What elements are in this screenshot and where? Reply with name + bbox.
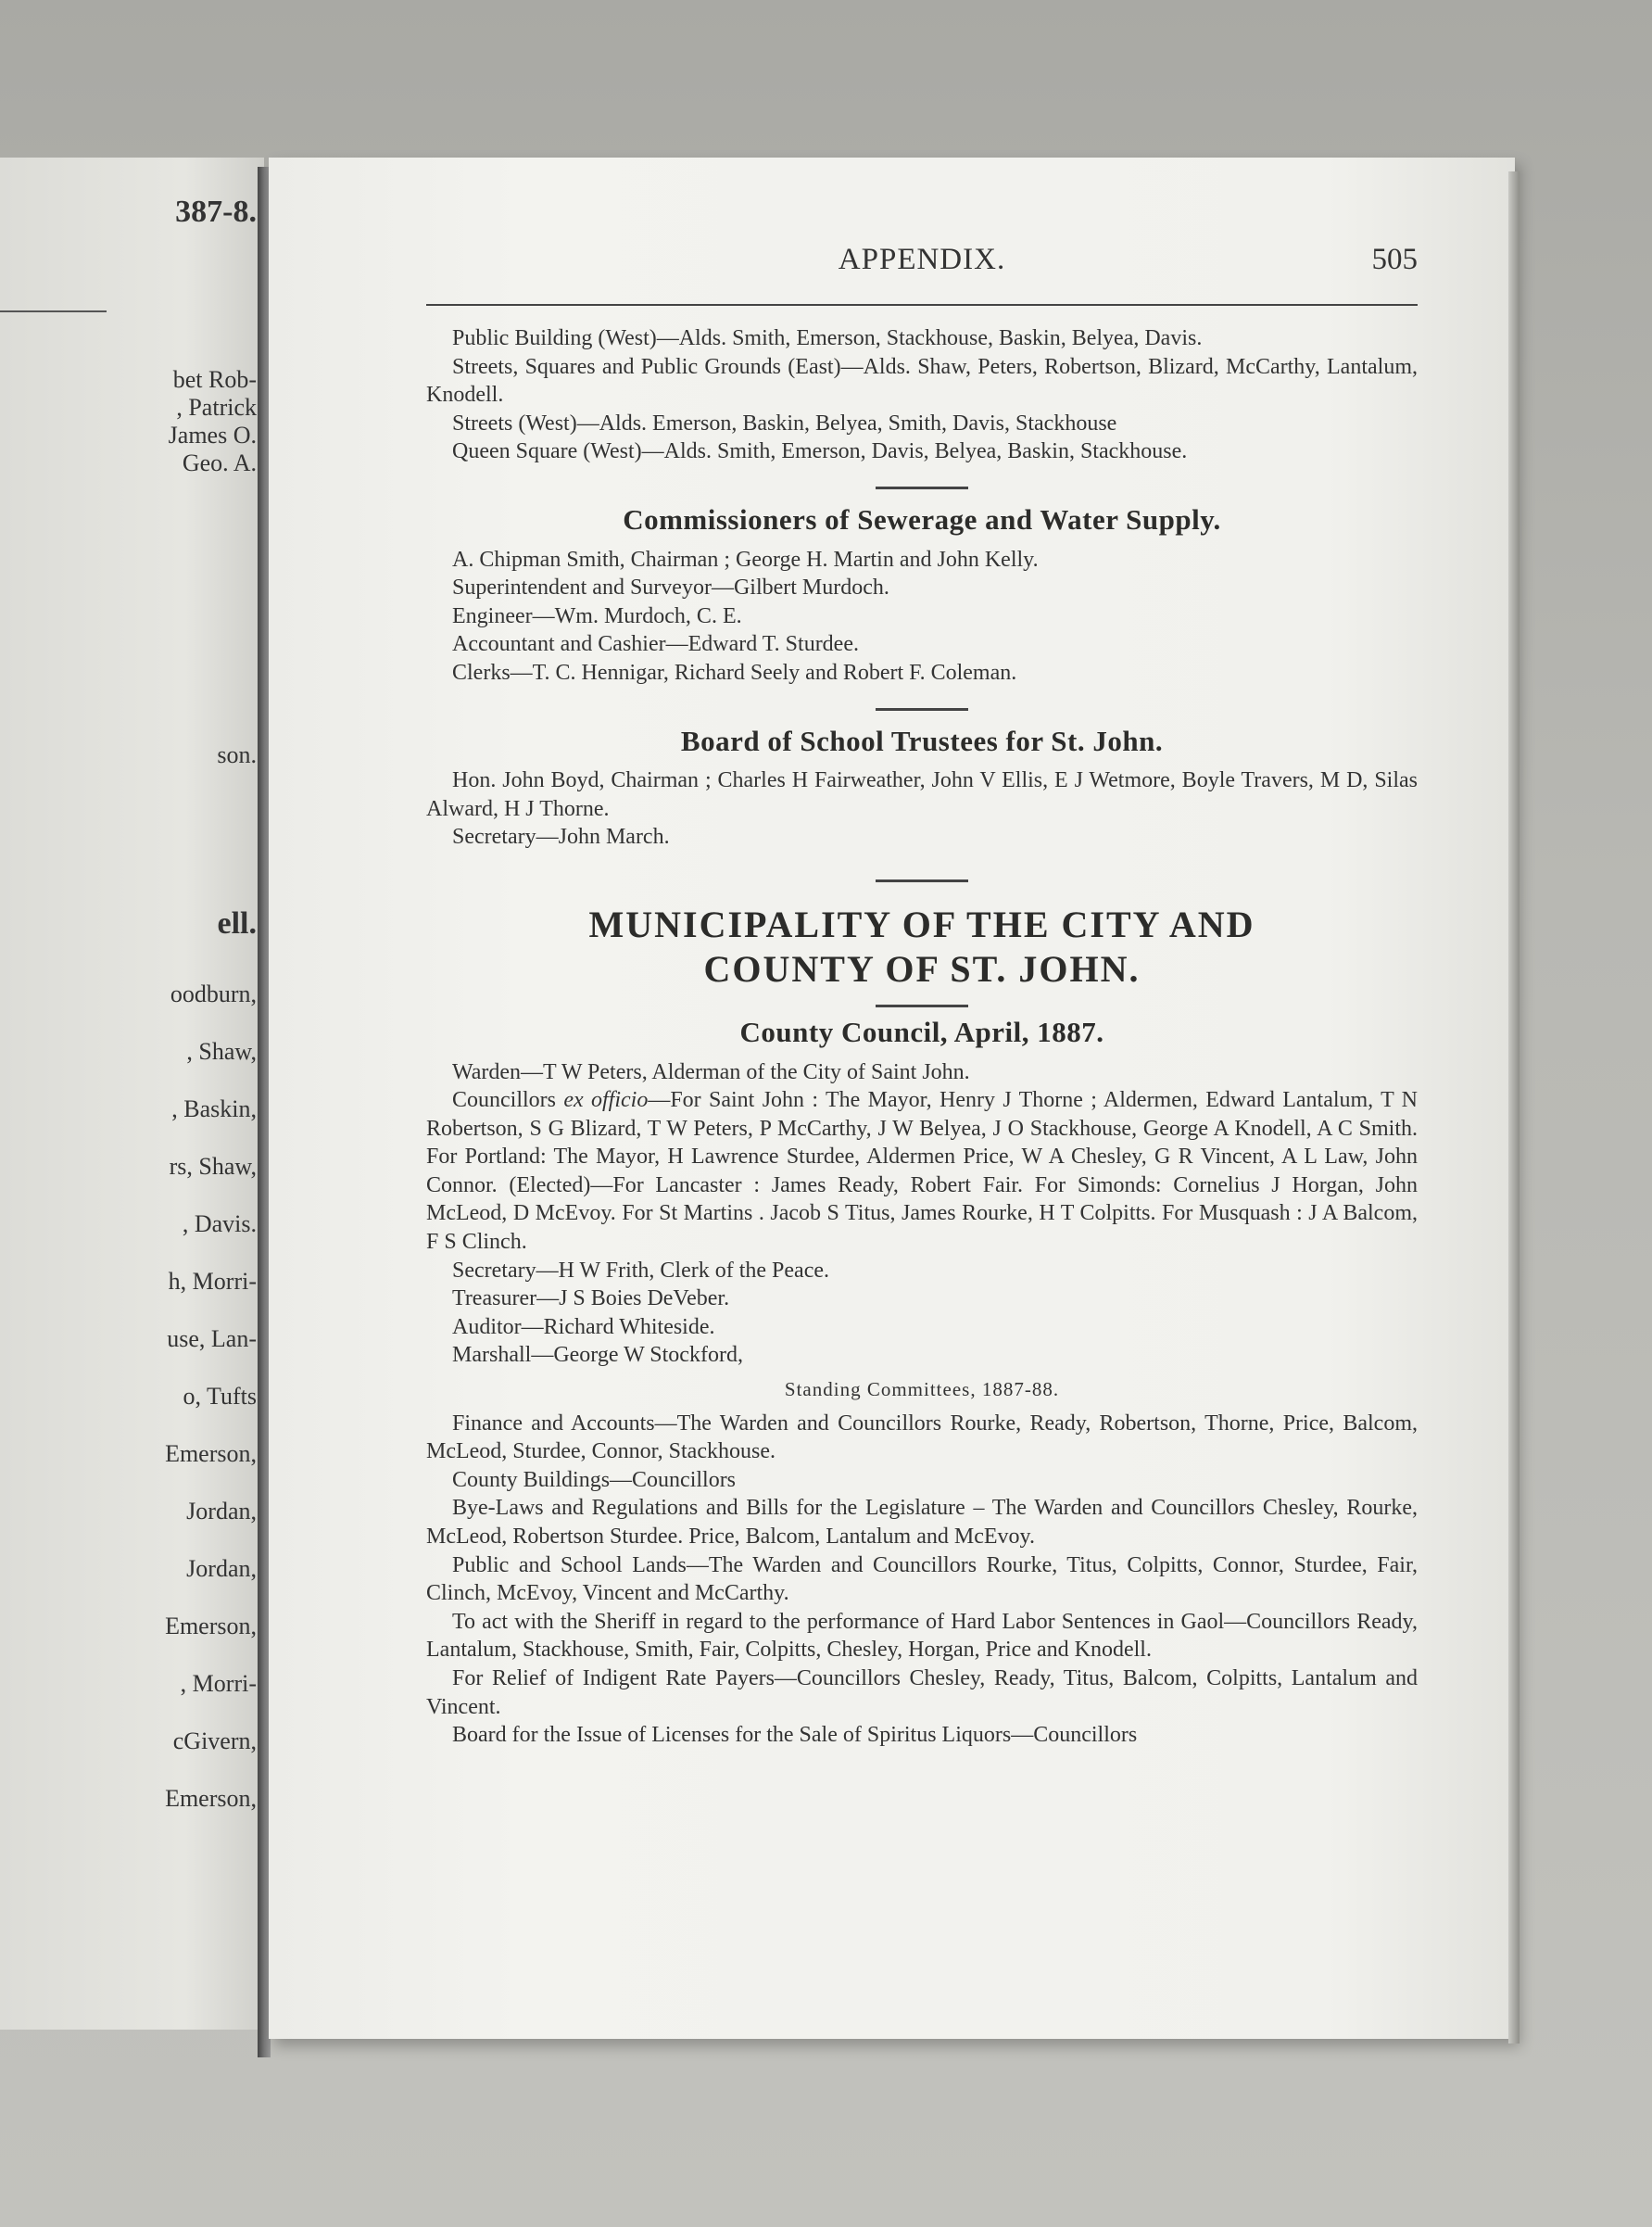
sewerage-section [426,502,1418,688]
facing-page-text-fragment: bet Rob- [172,366,257,393]
page-body [426,324,1418,1750]
roster-line: Clerks—T. C. Hennigar, Richard Seely and Robert F. Coleman. [452,660,1017,685]
councillors-prefix: Councillors [452,1088,564,1113]
facing-page-text-fragment: cGivern, [172,1727,257,1754]
facing-page-text-fragment: ell. [217,906,257,941]
facing-page-text-fragment: Emerson, [165,1613,257,1639]
facing-page-text-fragment: Emerson, [165,1440,257,1467]
school-board-section [426,724,1418,852]
committee-entry: County Buildings—Councillors [452,1467,737,1492]
councillors-paragraph [426,1086,1418,1257]
facing-page-text-fragment: o, Tufts [183,1383,257,1410]
facing-page-text-fragment: , Patrick [176,394,257,421]
section-divider [876,1005,968,1007]
municipality-section [426,903,1418,1750]
section-heading: Board of School Trustees for St. John. [680,724,1164,757]
facing-page-text-fragment: , Shaw, [186,1038,257,1065]
major-heading-line: MUNICIPALITY OF THE CITY AND [588,903,1255,945]
roster-paragraph: Hon. John Boyd, Chairman ; Charles H Fairweather, John V Ellis, E J Wetmore, Boyle Travers, M D, Silas Alward, H J Thorne. [426,768,1418,821]
facing-page-text-fragment: rs, Shaw, [169,1153,257,1180]
committee-entry: Finance and Accounts—The Warden and Councillors Rourke, Ready, Robertson, Thorne, Price, Balcom, McLeod, Sturdee, Connor, Stackhouse. [426,1411,1418,1464]
page-edge [1508,171,1520,2044]
section-divider [876,487,968,489]
roster-line: Marshall—George W Stockford, [452,1343,743,1368]
running-head: APPENDIX. [838,243,1006,276]
major-heading-line: COUNTY OF ST. JOHN. [703,947,1141,990]
ex-officio-italic: ex officio [563,1088,649,1113]
facing-page-text-fragment: Jordan, [186,1555,257,1582]
facing-page-text-fragment: James O. [168,422,257,449]
facing-page-text-fragment: h, Morri- [168,1268,257,1295]
committee-entry: Board for the Issue of Licenses for the Sale of Spiritus Liquors—Councillors [452,1723,1138,1748]
page-number: 505 [1371,243,1418,276]
committee-entry: Queen Square (West)—Alds. Smith, Emerson, Davis, Belyea, Baskin, Stackhouse. [452,439,1188,464]
roster-line: Engineer—Wm. Murdoch, C. E. [452,603,742,628]
facing-page-text-fragment: son. [217,741,257,768]
previous-page-fragment [0,158,264,2030]
committee-entry: For Relief of Indigent Rate Payers—Councillors Chesley, Ready, Titus, Balcom, Colpitts, Lantalum and Vincent. [426,1665,1418,1719]
roster-line: Secretary—H W Frith, Clerk of the Peace. [452,1258,829,1283]
roster-line: A. Chipman Smith, Chairman ; George H. Martin and John Kelly. [452,547,1039,572]
standing-committees-heading: Standing Committees, 1887-88. [784,1378,1060,1401]
committee-entry: To act with the Sheriff in regard to the performance of Hard Labor Sentences in Gaol—Councillors Ready, Lantalum, Stackhouse, Smith, Fair, Colpitts, Chesley, Horgan, Price and Knodell. [426,1609,1418,1663]
section-divider [876,708,968,711]
page-header [426,243,1418,289]
facing-page-text-fragment: Emerson, [165,1785,257,1812]
council-heading: County Council, April, 1887. [739,1015,1104,1048]
facing-page-text-fragment: oodburn, [170,981,257,1007]
facing-page-text-fragment: , Baskin, [171,1095,257,1122]
roster-line: Secretary—John March. [452,825,670,850]
roster-line: Treasurer—J S Boies DeVeber. [452,1286,730,1311]
facing-page-text-fragment: Jordan, [186,1498,257,1525]
facing-page-text-fragment: 387-8. [175,195,257,229]
committee-entry: Bye-Laws and Regulations and Bills for the Legislature – The Warden and Councillors Chesley, Rourke, McLeod, Robertson Sturdee. Price, Balcom, Lantalum and McEvoy. [426,1496,1418,1549]
previous-page-rule [0,310,107,312]
facing-page-text-fragment: , Davis. [182,1210,257,1237]
committee-entry: Streets (West)—Alds. Emerson, Baskin, Belyea, Smith, Davis, Stackhouse [452,411,1117,436]
header-rule [426,304,1418,306]
committee-entry: Streets, Squares and Public Grounds (East)—Alds. Shaw, Peters, Robertson, Blizard, McCarthy, Lantalum, Knodell. [426,354,1418,408]
facing-page-text-fragment: , Morri- [180,1670,257,1697]
committee-entry: Public Building (West)—Alds. Smith, Emerson, Stackhouse, Baskin, Belyea, Davis. [452,326,1203,350]
street-committees-section [426,324,1418,466]
facing-page-text-fragment: Geo. A. [182,449,257,476]
section-heading: Commissioners of Sewerage and Water Supply. [623,502,1221,536]
committee-entry: Public and School Lands—The Warden and Councillors Rourke, Titus, Colpitts, Connor, Sturdee, Fair, Clinch, McEvoy, Vincent and McCarthy. [426,1552,1418,1606]
facing-page-text-fragment: use, Lan- [167,1325,257,1352]
page [269,158,1515,2039]
roster-line: Accountant and Cashier—Edward T. Sturdee. [452,632,859,657]
roster-line: Superintendent and Surveyor—Gilbert Murdoch. [452,576,889,601]
section-divider [876,879,968,882]
councillors-text: —For Saint John : The Mayor, Henry J Thorne ; Aldermen, Edward Lantalum, T N Robertson, S G Blizard, T W Peters, P McCarthy, J W Belyea, J O Stackhouse, George A Knodell, A C Smith. For Portland: The Mayor, H Lawrence Sturdee, Aldermen Price, W A Chesley, G R Vincent, A L Law, John Connor. (Elected)—For Lancaster : James Ready, Robert Fair. For Simonds: Cornelius J Horgan, John McLeod, D McEvoy. For St Martins . Jacob S Titus, James Rourke, H T Colpitts. For Musquash : J A Balcom, F S Clinch. [426,1088,1418,1255]
roster-line: Auditor—Richard Whiteside. [452,1314,715,1339]
roster-line: Warden—T W Peters, Alderman of the City of Saint John. [452,1059,970,1084]
